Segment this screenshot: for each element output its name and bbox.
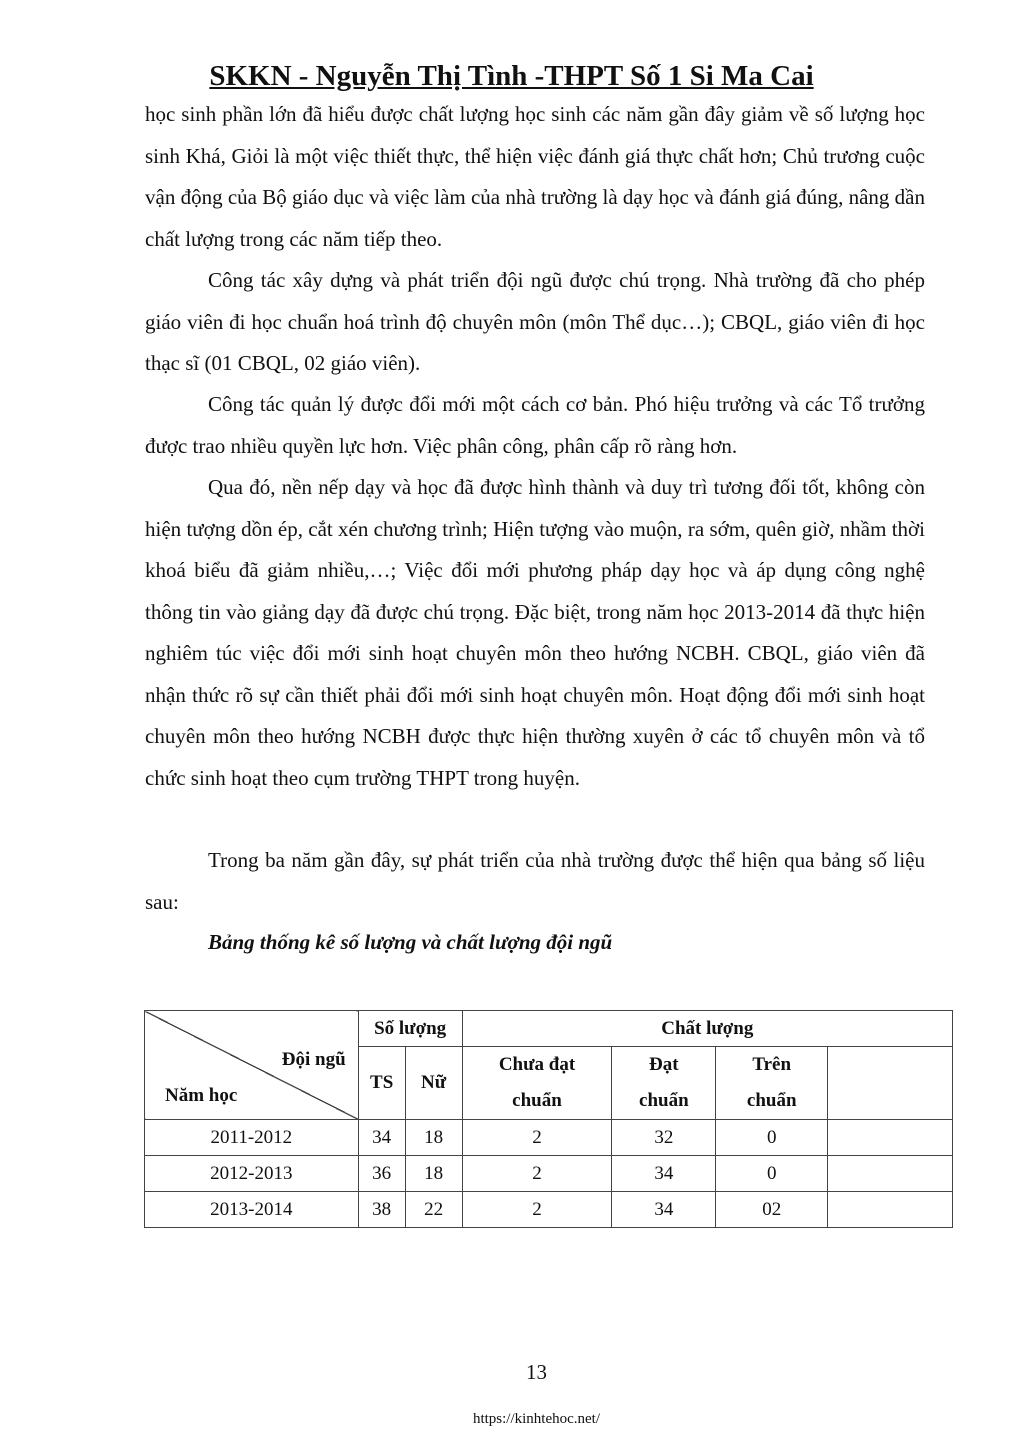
col-ts-header: TS xyxy=(358,1047,405,1120)
cell-nu: 18 xyxy=(405,1120,462,1156)
col-chua-dat-header xyxy=(462,1047,612,1120)
cell-dat: 32 xyxy=(612,1120,716,1156)
col-chua-dat-line-2: chuẩn xyxy=(512,1090,562,1111)
cell-empty xyxy=(828,1156,953,1192)
cell-empty xyxy=(828,1120,953,1156)
diagonal-header-cell xyxy=(145,1011,359,1120)
cell-tren: 0 xyxy=(716,1156,828,1192)
col-dat-header xyxy=(612,1047,716,1120)
paragraph-3: Công tác quản lý được đổi mới một cách cơ bản. Phó hiệu trưởng và các Tổ trưởng được trao nhiều quyền lực hơn. Việc phân công, phân cấp rõ ràng hơn. xyxy=(145,392,925,458)
col-tren-line-2: chuẩn xyxy=(746,1090,797,1111)
group-quantity-header: Số lượng xyxy=(358,1011,462,1047)
group-quality-header: Chất lượng xyxy=(462,1011,952,1047)
paragraph-4: Qua đó, nền nếp dạy và học đã được hình thành và duy trì tương đối tốt, không còn hiện tượng dồn ép, cắt xén chương trình; Hiện tượng vào muộn, ra sớm, quên giờ, nhầm thời khoá biểu đã giảm nhiều,…; Việc đổi mới phương pháp dạy học và áp dụng công nghệ thông tin vào giảng dạy đã được chú trọng. Đặc biệt, trong năm học 2013-2014 đã thực hiện nghiêm túc việc đổi mới sinh hoạt chuyên môn theo hướng NCBH. CBQL, giáo viên đã nhận thức rõ sự cần thiết phải đổi mới sinh hoạt chuyên môn. Hoạt động đổi mới sinh hoạt chuyên môn theo hướng NCBH được thực hiện thường xuyên ở các tổ chuyên môn và tổ chức sinh hoạt theo cụm trường THPT trong huyện. xyxy=(145,475,925,790)
table-header-row-1 xyxy=(145,1011,953,1047)
page-header-title: SKKN - Nguyễn Thị Tình -THPT Số 1 Si Ma Cai xyxy=(209,60,814,92)
diag-label-year: Năm học xyxy=(165,1085,238,1106)
page-number: 13 xyxy=(526,1360,547,1384)
paragraph-2: Công tác xây dựng và phát triển đội ngũ được chú trọng. Nhà trường đã cho phép giáo viên đi học chuẩn hoá trình độ chuyên môn (môn Thể dục…); CBQL, giáo viên đi học thạc sĩ (01 CBQL, 02 giáo viên). xyxy=(145,268,925,375)
cell-year: 2011-2012 xyxy=(145,1120,359,1156)
cell-ts: 38 xyxy=(358,1192,405,1228)
col-dat-line-1: Đạt xyxy=(649,1054,679,1075)
col-nu-header: Nữ xyxy=(405,1047,462,1120)
cell-chua-dat: 2 xyxy=(462,1156,612,1192)
col-empty-header xyxy=(828,1047,953,1120)
col-tren-header xyxy=(716,1047,828,1120)
table-row xyxy=(145,1120,953,1156)
col-dat-line-2: chuẩn xyxy=(639,1090,689,1111)
cell-tren: 02 xyxy=(716,1192,828,1228)
table-row xyxy=(145,1156,953,1192)
cell-year: 2013-2014 xyxy=(145,1192,359,1228)
cell-tren: 0 xyxy=(716,1120,828,1156)
staff-statistics-table xyxy=(144,1010,953,1228)
cell-nu: 22 xyxy=(405,1192,462,1228)
table-caption: Bảng thống kê số lượng và chất lượng đội ngũ xyxy=(208,930,613,954)
cell-chua-dat: 2 xyxy=(462,1192,612,1228)
cell-nu: 18 xyxy=(405,1156,462,1192)
diag-label-staff: Đội ngũ xyxy=(281,1049,346,1070)
cell-empty xyxy=(828,1192,953,1228)
cell-ts: 36 xyxy=(358,1156,405,1192)
cell-dat: 34 xyxy=(612,1156,716,1192)
col-chua-dat-line-1: Chưa đạt xyxy=(498,1054,576,1075)
paragraph-1: học sinh phần lớn đã hiểu được chất lượng học sinh các năm gần đây giảm về số lượng học sinh Khá, Giỏi là một việc thiết thực, thể hiện việc đánh giá thực chất hơn; Chủ trương cuộc vận động của Bộ giáo dục và việc làm của nhà trường là dạy học và đánh giá đúng, nâng dần chất lượng trong các năm tiếp theo. xyxy=(145,102,925,251)
paragraph-5: Trong ba năm gần đây, sự phát triển của nhà trường được thể hiện qua bảng số liệu sau: xyxy=(145,848,925,914)
footer-url[interactable]: https://kinhtehoc.net/ xyxy=(472,1411,601,1427)
cell-year: 2012-2013 xyxy=(145,1156,359,1192)
cell-dat: 34 xyxy=(612,1192,716,1228)
col-tren-line-1: Trên xyxy=(752,1054,792,1075)
table-row xyxy=(145,1192,953,1228)
cell-chua-dat: 2 xyxy=(462,1120,612,1156)
cell-ts: 34 xyxy=(358,1120,405,1156)
